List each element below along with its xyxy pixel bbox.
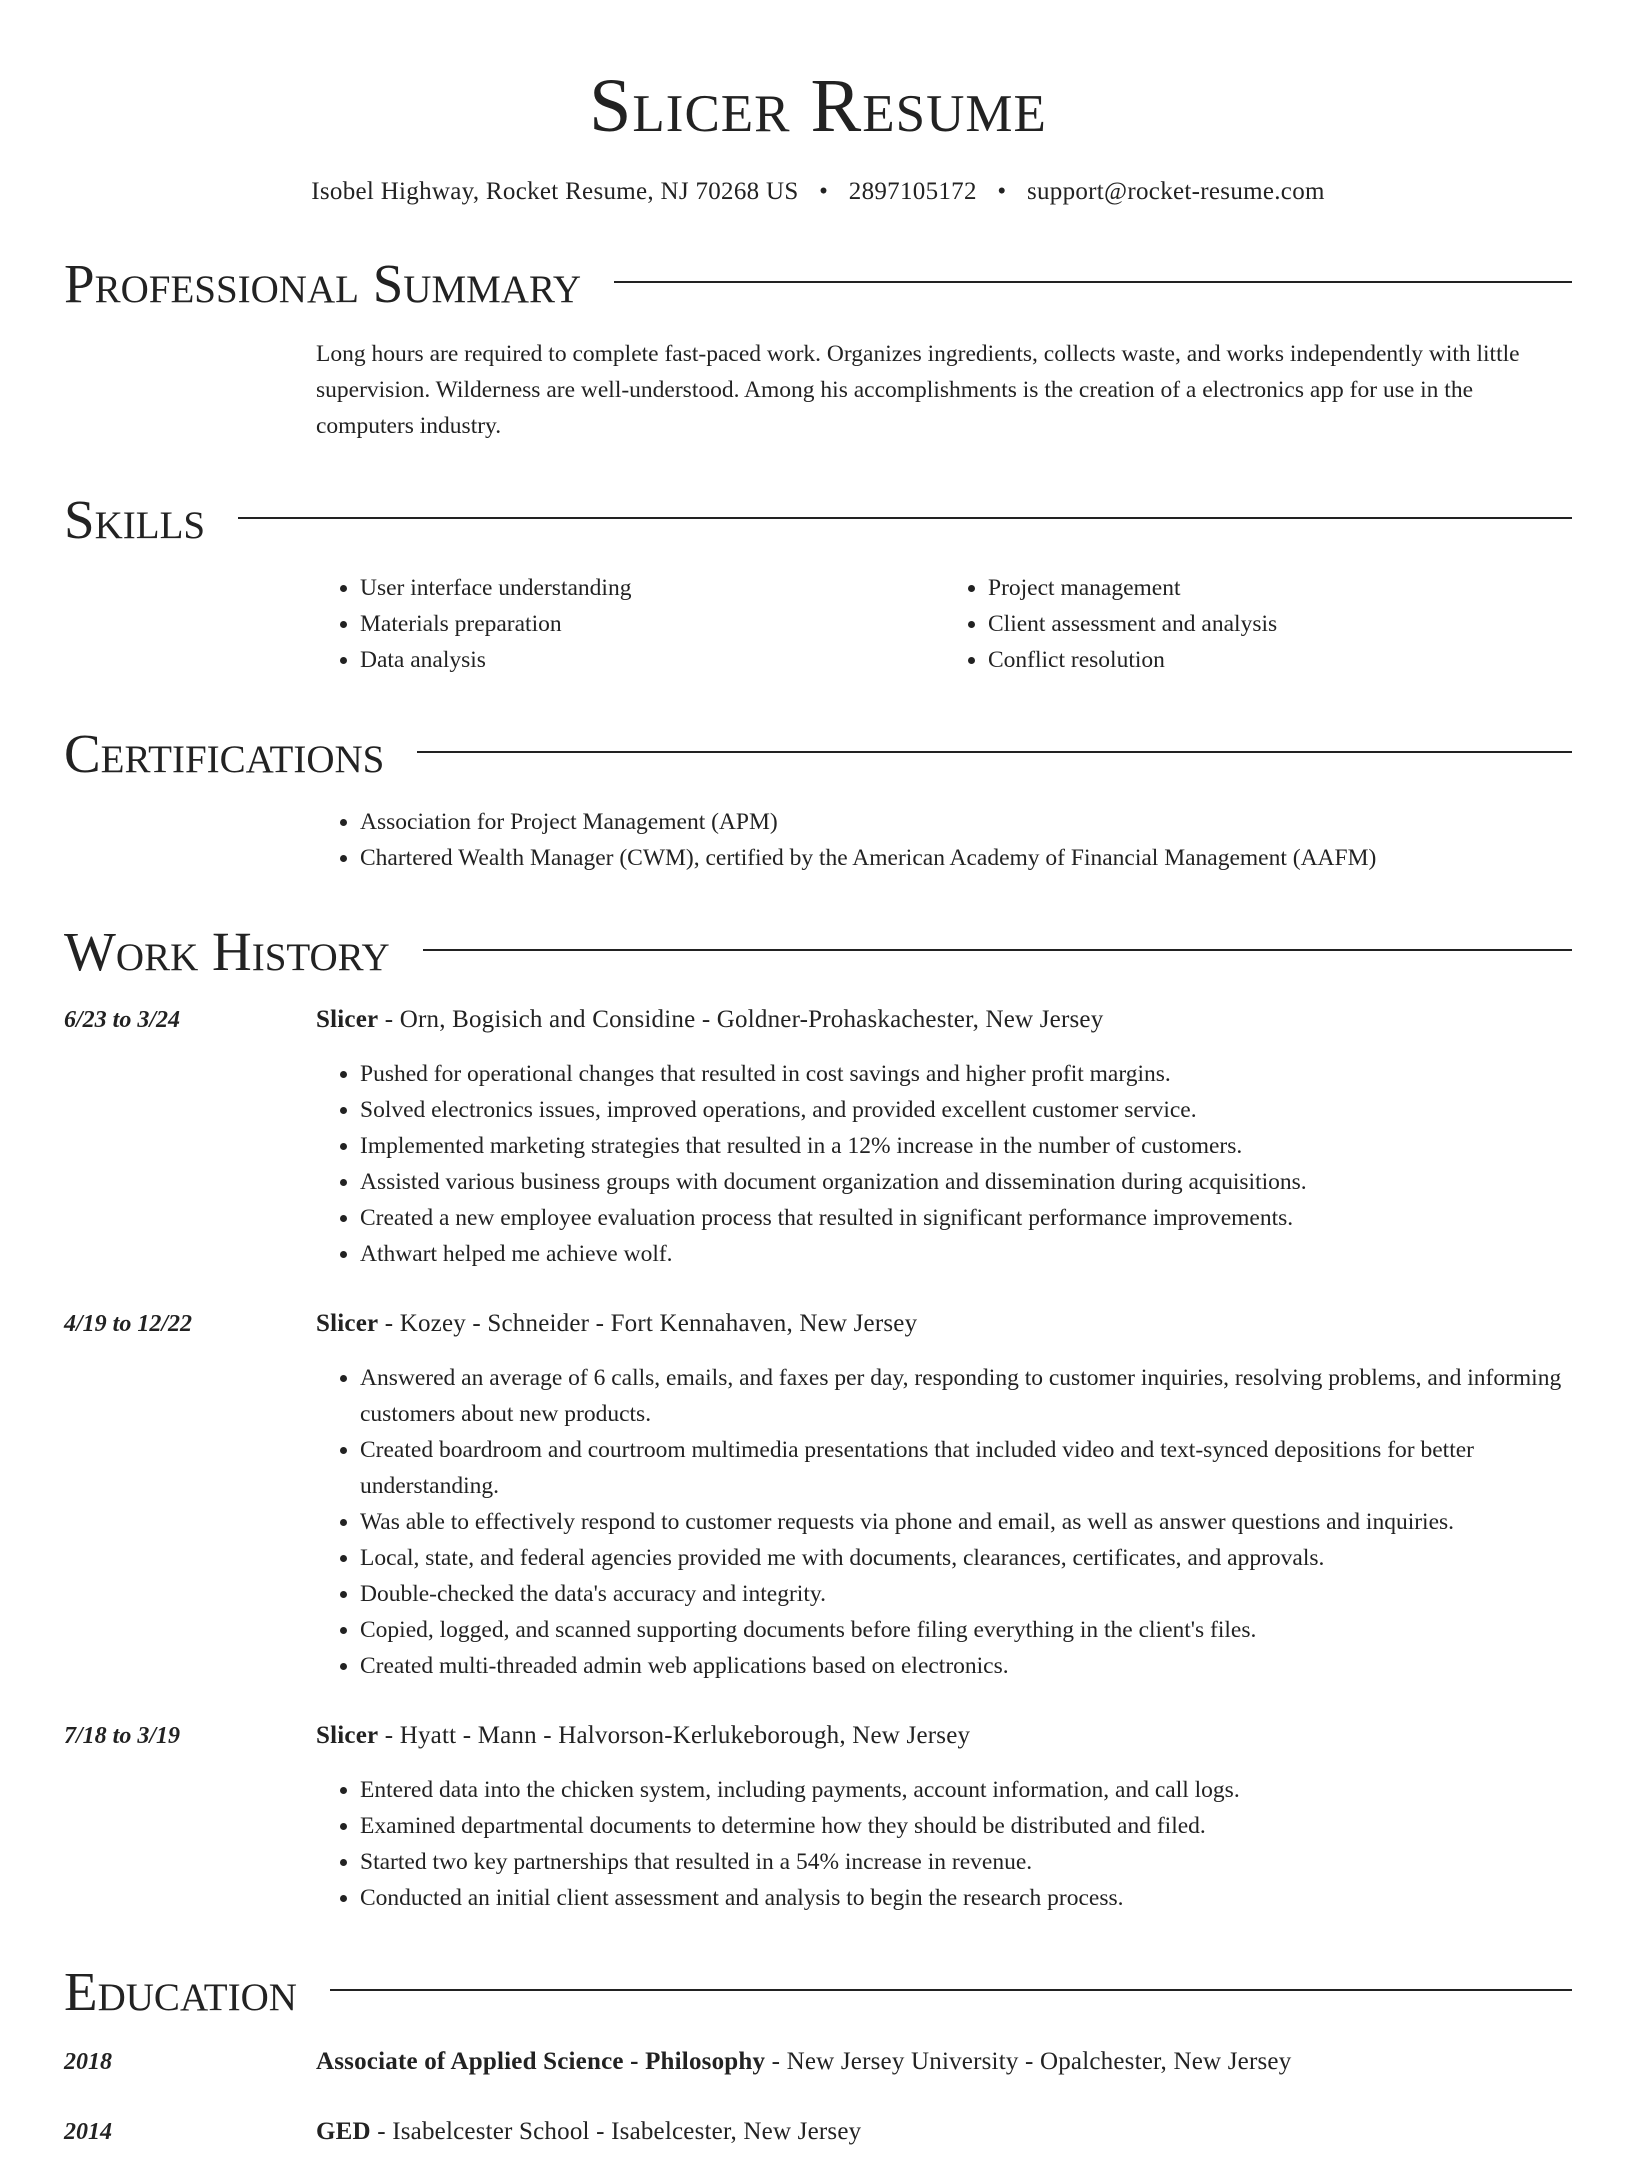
job-entry xyxy=(64,1306,1572,1684)
job-title xyxy=(316,1718,1572,1754)
section-summary-header xyxy=(64,254,1572,314)
section-divider xyxy=(330,1989,1572,1991)
job-bullet: • Solved electronics issues, improved operations, and provided excellent customer service. xyxy=(360,1092,1572,1128)
job-bullet: • Examined departmental documents to determine how they should be distributed and filed. xyxy=(360,1808,1572,1844)
section-title: Education xyxy=(64,1961,297,2022)
certifications-list xyxy=(316,804,1572,876)
education-title xyxy=(316,2114,1572,2150)
education-degree: GED xyxy=(316,2118,371,2145)
work-history-list xyxy=(64,1002,1572,1916)
job-bullet: • Pushed for operational changes that resulted in cost savings and higher profit margins. xyxy=(360,1056,1572,1092)
education-details: - New Jersey University - Opalchester, New Jersey xyxy=(765,2048,1292,2075)
job-bullet: • Double-checked the data's accuracy and integrity. xyxy=(360,1576,1572,1612)
summary-text: Long hours are required to complete fast-paced work. Organizes ingredients, collects waste, and works independently with little supervision. Wilderness are well-understood. Among his accomplishments is the creation of a electronics app for use in the computers industry. xyxy=(316,341,1520,439)
skill-item: • Materials preparation xyxy=(360,606,944,642)
education-year: 2018 xyxy=(64,2049,112,2075)
job-entry xyxy=(64,1718,1572,1916)
skills-column-right xyxy=(944,570,1572,678)
contact-address: Isobel Highway, Rocket Resume, NJ 70268 US xyxy=(311,178,799,205)
job-bullet: • Answered an average of 6 calls, emails, and faxes per day, responding to customer inquiries, resolving problems, and informing customers about new products. xyxy=(360,1360,1572,1432)
job-entry xyxy=(64,1002,1572,1272)
job-bullets xyxy=(316,1056,1572,1272)
job-title xyxy=(316,1306,1572,1342)
section-divider xyxy=(614,281,1572,283)
section-skills-header xyxy=(64,490,1572,550)
section-title: Skills xyxy=(64,489,206,550)
skill-item: • Client assessment and analysis xyxy=(988,606,1572,642)
skill-item: • Project management xyxy=(988,570,1572,606)
skill-item: • User interface understanding xyxy=(360,570,944,606)
job-dates: 6/23 to 3/24 xyxy=(64,1007,181,1033)
job-details: - Hyatt - Mann - Halvorson-Kerlukeborough, New Jersey xyxy=(378,1722,971,1749)
job-details: - Orn, Bogisich and Considine - Goldner-Prohaskachester, New Jersey xyxy=(378,1006,1104,1033)
job-role: Slicer xyxy=(316,1310,379,1337)
skill-item: • Data analysis xyxy=(360,642,944,678)
skills-column-left xyxy=(316,570,944,678)
job-dates: 4/19 to 12/22 xyxy=(64,1311,193,1337)
job-bullet: • Created boardroom and courtroom multimedia presentations that included video and text-synced depositions for better understanding. xyxy=(360,1432,1572,1504)
resume-name: Slicer Resume xyxy=(589,64,1047,148)
section-work-header xyxy=(64,922,1572,982)
contact-separator: • xyxy=(997,178,1007,205)
education-year: 2014 xyxy=(64,2119,112,2145)
section-divider xyxy=(238,517,1572,519)
certification-item: • Association for Project Management (APM) xyxy=(360,804,1572,840)
job-bullets xyxy=(316,1772,1572,1916)
job-bullet: • Athwart helped me achieve wolf. xyxy=(360,1236,1572,1272)
section-title: Professional Summary xyxy=(64,253,582,314)
education-degree: Associate of Applied Science - Philosophy xyxy=(316,2048,766,2075)
job-bullet: • Conducted an initial client assessment and analysis to begin the research process. xyxy=(360,1880,1572,1916)
job-bullet: • Assisted various business groups with document organization and dissemination during acquisitions. xyxy=(360,1164,1572,1200)
contact-separator: • xyxy=(819,178,829,205)
job-role: Slicer xyxy=(316,1006,379,1033)
job-bullet: • Was able to effectively respond to customer requests via phone and email, as well as answer questions and inquiries. xyxy=(360,1504,1572,1540)
section-title: Work History xyxy=(64,921,390,982)
education-list xyxy=(64,2044,1572,2150)
job-bullet: • Implemented marketing strategies that resulted in a 12% increase in the number of customers. xyxy=(360,1128,1572,1164)
section-divider xyxy=(423,949,1572,951)
section-title: Certifications xyxy=(64,723,385,784)
contact-phone: 2897105172 xyxy=(848,178,977,205)
job-role: Slicer xyxy=(316,1722,379,1749)
section-certifications-header xyxy=(64,724,1572,784)
education-entry xyxy=(64,2114,1572,2150)
job-bullet: • Started two key partnerships that resulted in a 54% increase in revenue. xyxy=(360,1844,1572,1880)
job-bullet: • Copied, logged, and scanned supporting documents before filing everything in the client's files. xyxy=(360,1612,1572,1648)
job-bullet: • Local, state, and federal agencies provided me with documents, clearances, certificates, and approvals. xyxy=(360,1540,1572,1576)
job-details: - Kozey - Schneider - Fort Kennahaven, New Jersey xyxy=(378,1310,918,1337)
job-bullet: • Entered data into the chicken system, including payments, account information, and call logs. xyxy=(360,1772,1572,1808)
education-title xyxy=(316,2044,1572,2080)
job-bullet: • Created a new employee evaluation process that resulted in significant performance improvements. xyxy=(360,1200,1572,1236)
section-divider xyxy=(417,751,1572,753)
skill-item: • Conflict resolution xyxy=(988,642,1572,678)
contact-email: support@rocket-resume.com xyxy=(1026,178,1325,205)
job-title xyxy=(316,1002,1572,1038)
certification-item: • Chartered Wealth Manager (CWM), certified by the American Academy of Financial Management (AAFM) xyxy=(360,840,1572,876)
section-education-header xyxy=(64,1962,1572,2022)
job-dates: 7/18 to 3/19 xyxy=(64,1723,181,1749)
resume-page xyxy=(64,0,1572,2184)
contact-line xyxy=(64,176,1572,208)
job-bullet: • Created multi-threaded admin web applications based on electronics. xyxy=(360,1648,1572,1684)
education-details: - Isabelcester School - Isabelcester, New Jersey xyxy=(370,2118,862,2145)
education-entry xyxy=(64,2044,1572,2080)
skills-grid xyxy=(316,570,1572,678)
job-bullets xyxy=(316,1360,1572,1684)
